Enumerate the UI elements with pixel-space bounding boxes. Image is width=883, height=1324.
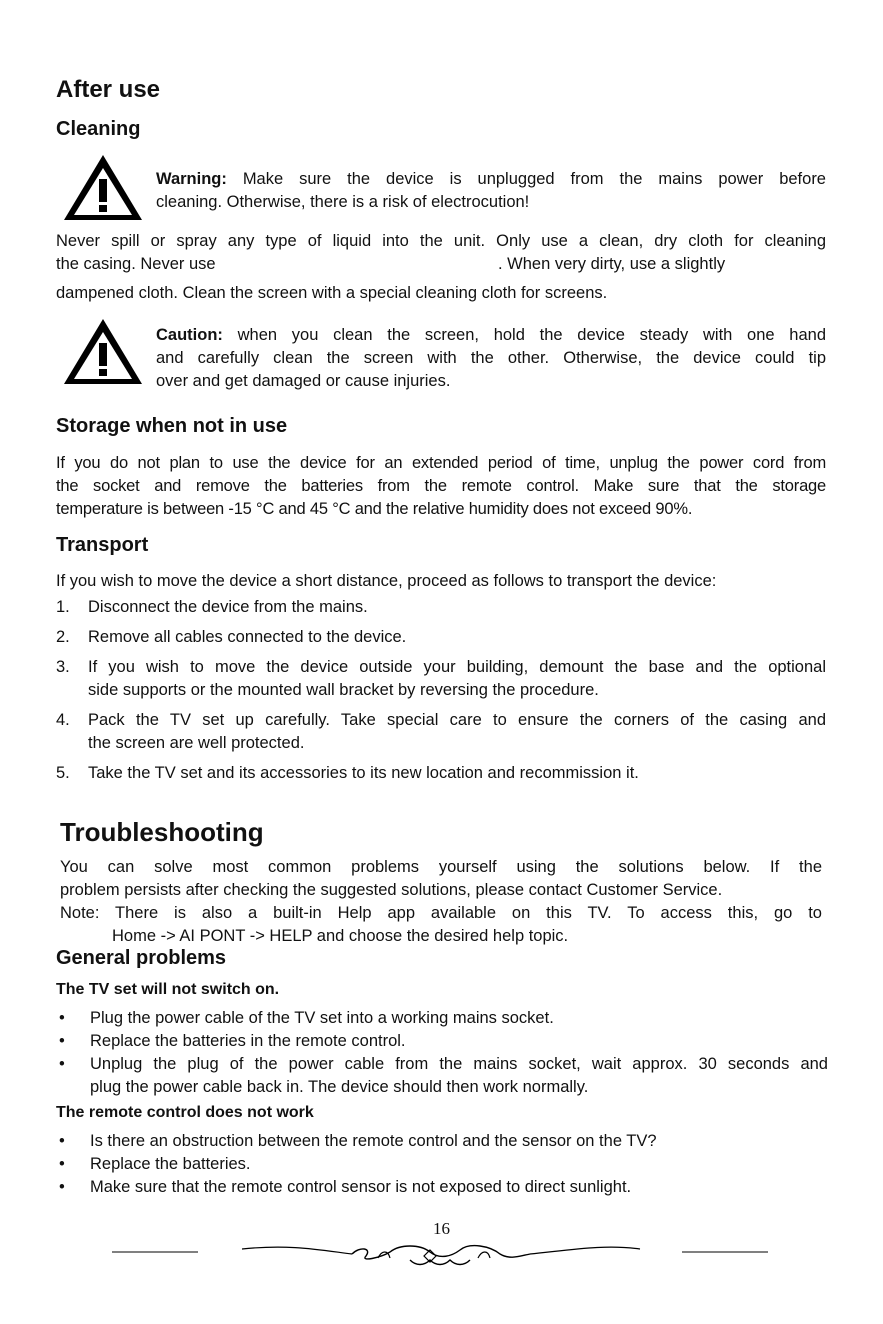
intro-line-1: You can solve most common problems yourself using the solutions below. If the (60, 858, 822, 876)
transport-step (56, 626, 826, 649)
caution-text (156, 324, 826, 393)
list-item: • Replace the batteries. (56, 1153, 828, 1176)
caution-line-1: when you clean the screen, hold the device steady with one hand (222, 326, 826, 344)
warning-line-1: Make sure the device is unplugged from the mains power before (226, 170, 826, 188)
warning-text (156, 168, 826, 214)
step-text-line-1: Remove all cables connected to the device. (88, 628, 407, 646)
intro-line-2: problem persists after checking the suggested solutions, please contact Customer Service. (60, 881, 723, 899)
list-item (56, 1053, 828, 1099)
cleaning-line-3: dampened cloth. Clean the screen with a special cleaning cloth for screens. (56, 284, 608, 302)
list-item: • Make sure that the remote control sensor is not exposed to direct sunlight. (56, 1176, 828, 1199)
caution-label: Caution: (156, 326, 223, 344)
note-line-1: Note: There is also a built-in Help app available on this TV. To access this, go to (60, 904, 822, 922)
note-line-2: Home -> AI PONT -> HELP and choose the desired help topic. (112, 927, 569, 945)
page-number: 16 (433, 1219, 450, 1238)
heading-transport: Transport (56, 534, 149, 556)
step-text-line-1: Pack the TV set up carefully. Take special care to ensure the corners of the casing and (88, 711, 826, 729)
transport-step (56, 596, 826, 619)
warning-notice (62, 152, 826, 224)
list-item-line-2: plug the power cable back in. The device should then work normally. (90, 1078, 589, 1096)
step-text-line-1: Take the TV set and its accessories to its new location and recommission it. (88, 764, 639, 782)
caution-notice (62, 316, 826, 392)
section-title-after-use: After use (56, 76, 161, 103)
cleaning-line-1: Never spill or spray any type of liquid into the unit. Only use a clean, dry cloth for cleaning (56, 232, 826, 250)
storage-line-3: temperature is between -15 °C and 45 °C and the relative humidity does not exceed 90%. (56, 500, 693, 518)
heading-tv-no-power: The TV set will not switch on. (56, 981, 280, 998)
step-number: 1. (56, 598, 70, 616)
transport-steps (56, 596, 826, 792)
heading-remote-not-working: The remote control does not work (56, 1104, 314, 1121)
storage-paragraph (56, 452, 826, 521)
heading-general-problems: General problems (56, 947, 227, 969)
storage-line-1: If you do not plan to use the device for an extended period of time, unplug the power cord from (56, 454, 826, 472)
storage-line-2: the socket and remove the batteries from the remote control. Make sure that the storage (56, 477, 826, 495)
step-number: 3. (56, 658, 70, 676)
warning-label: Warning: (156, 170, 227, 188)
heading-cleaning: Cleaning (56, 118, 141, 140)
caution-triangle-icon (62, 316, 144, 386)
list-item-line-1: • Replace the batteries in the remote control. (90, 1032, 406, 1050)
section-title-troubleshooting: Troubleshooting (60, 817, 264, 847)
transport-step (56, 762, 826, 785)
list-item (56, 1007, 828, 1030)
cleaning-paragraph (56, 230, 826, 305)
cleaning-line-2b: . When very dirty, use a slightly (498, 255, 726, 273)
step-text-line-1: If you wish to move the device outside your building, demount the base and the optional (88, 658, 826, 676)
step-text-line-2: side supports or the mounted wall bracket by reversing the procedure. (88, 681, 599, 699)
list-item: • Is there an obstruction between the remote control and the sensor on the TV? (56, 1130, 828, 1153)
troubleshooting-intro (60, 856, 822, 948)
step-text-line-2: the screen are well protected. (88, 734, 305, 752)
transport-step (56, 656, 826, 702)
transport-intro: If you wish to move the device a short distance, proceed as follows to transport the device: (56, 572, 717, 590)
transport-step (56, 709, 826, 755)
remote-solutions (56, 1130, 828, 1199)
list-item-line-1: • Plug the power cable of the TV set into a working mains socket. (90, 1009, 554, 1027)
list-item-line-1: • Unplug the plug of the power cable from the mains socket, wait approx. 30 seconds and (90, 1055, 828, 1073)
step-number: 2. (56, 628, 70, 646)
list-item (56, 1030, 828, 1053)
cleaning-line-2a: the casing. Never use (56, 255, 216, 273)
step-number: 5. (56, 764, 70, 782)
warning-line-2: cleaning. Otherwise, there is a risk of electrocution! (156, 193, 530, 211)
warning-triangle-icon (62, 152, 144, 222)
step-number: 4. (56, 711, 70, 729)
caution-line-3: over and get damaged or cause injuries. (156, 372, 451, 390)
decorative-divider-ornament (0, 1236, 883, 1276)
tv-no-power-solutions (56, 1007, 828, 1099)
step-text-line-1: Disconnect the device from the mains. (88, 598, 368, 616)
heading-storage: Storage when not in use (56, 415, 288, 437)
caution-line-2: and carefully clean the screen with the other. Otherwise, the device could tip (156, 349, 826, 367)
